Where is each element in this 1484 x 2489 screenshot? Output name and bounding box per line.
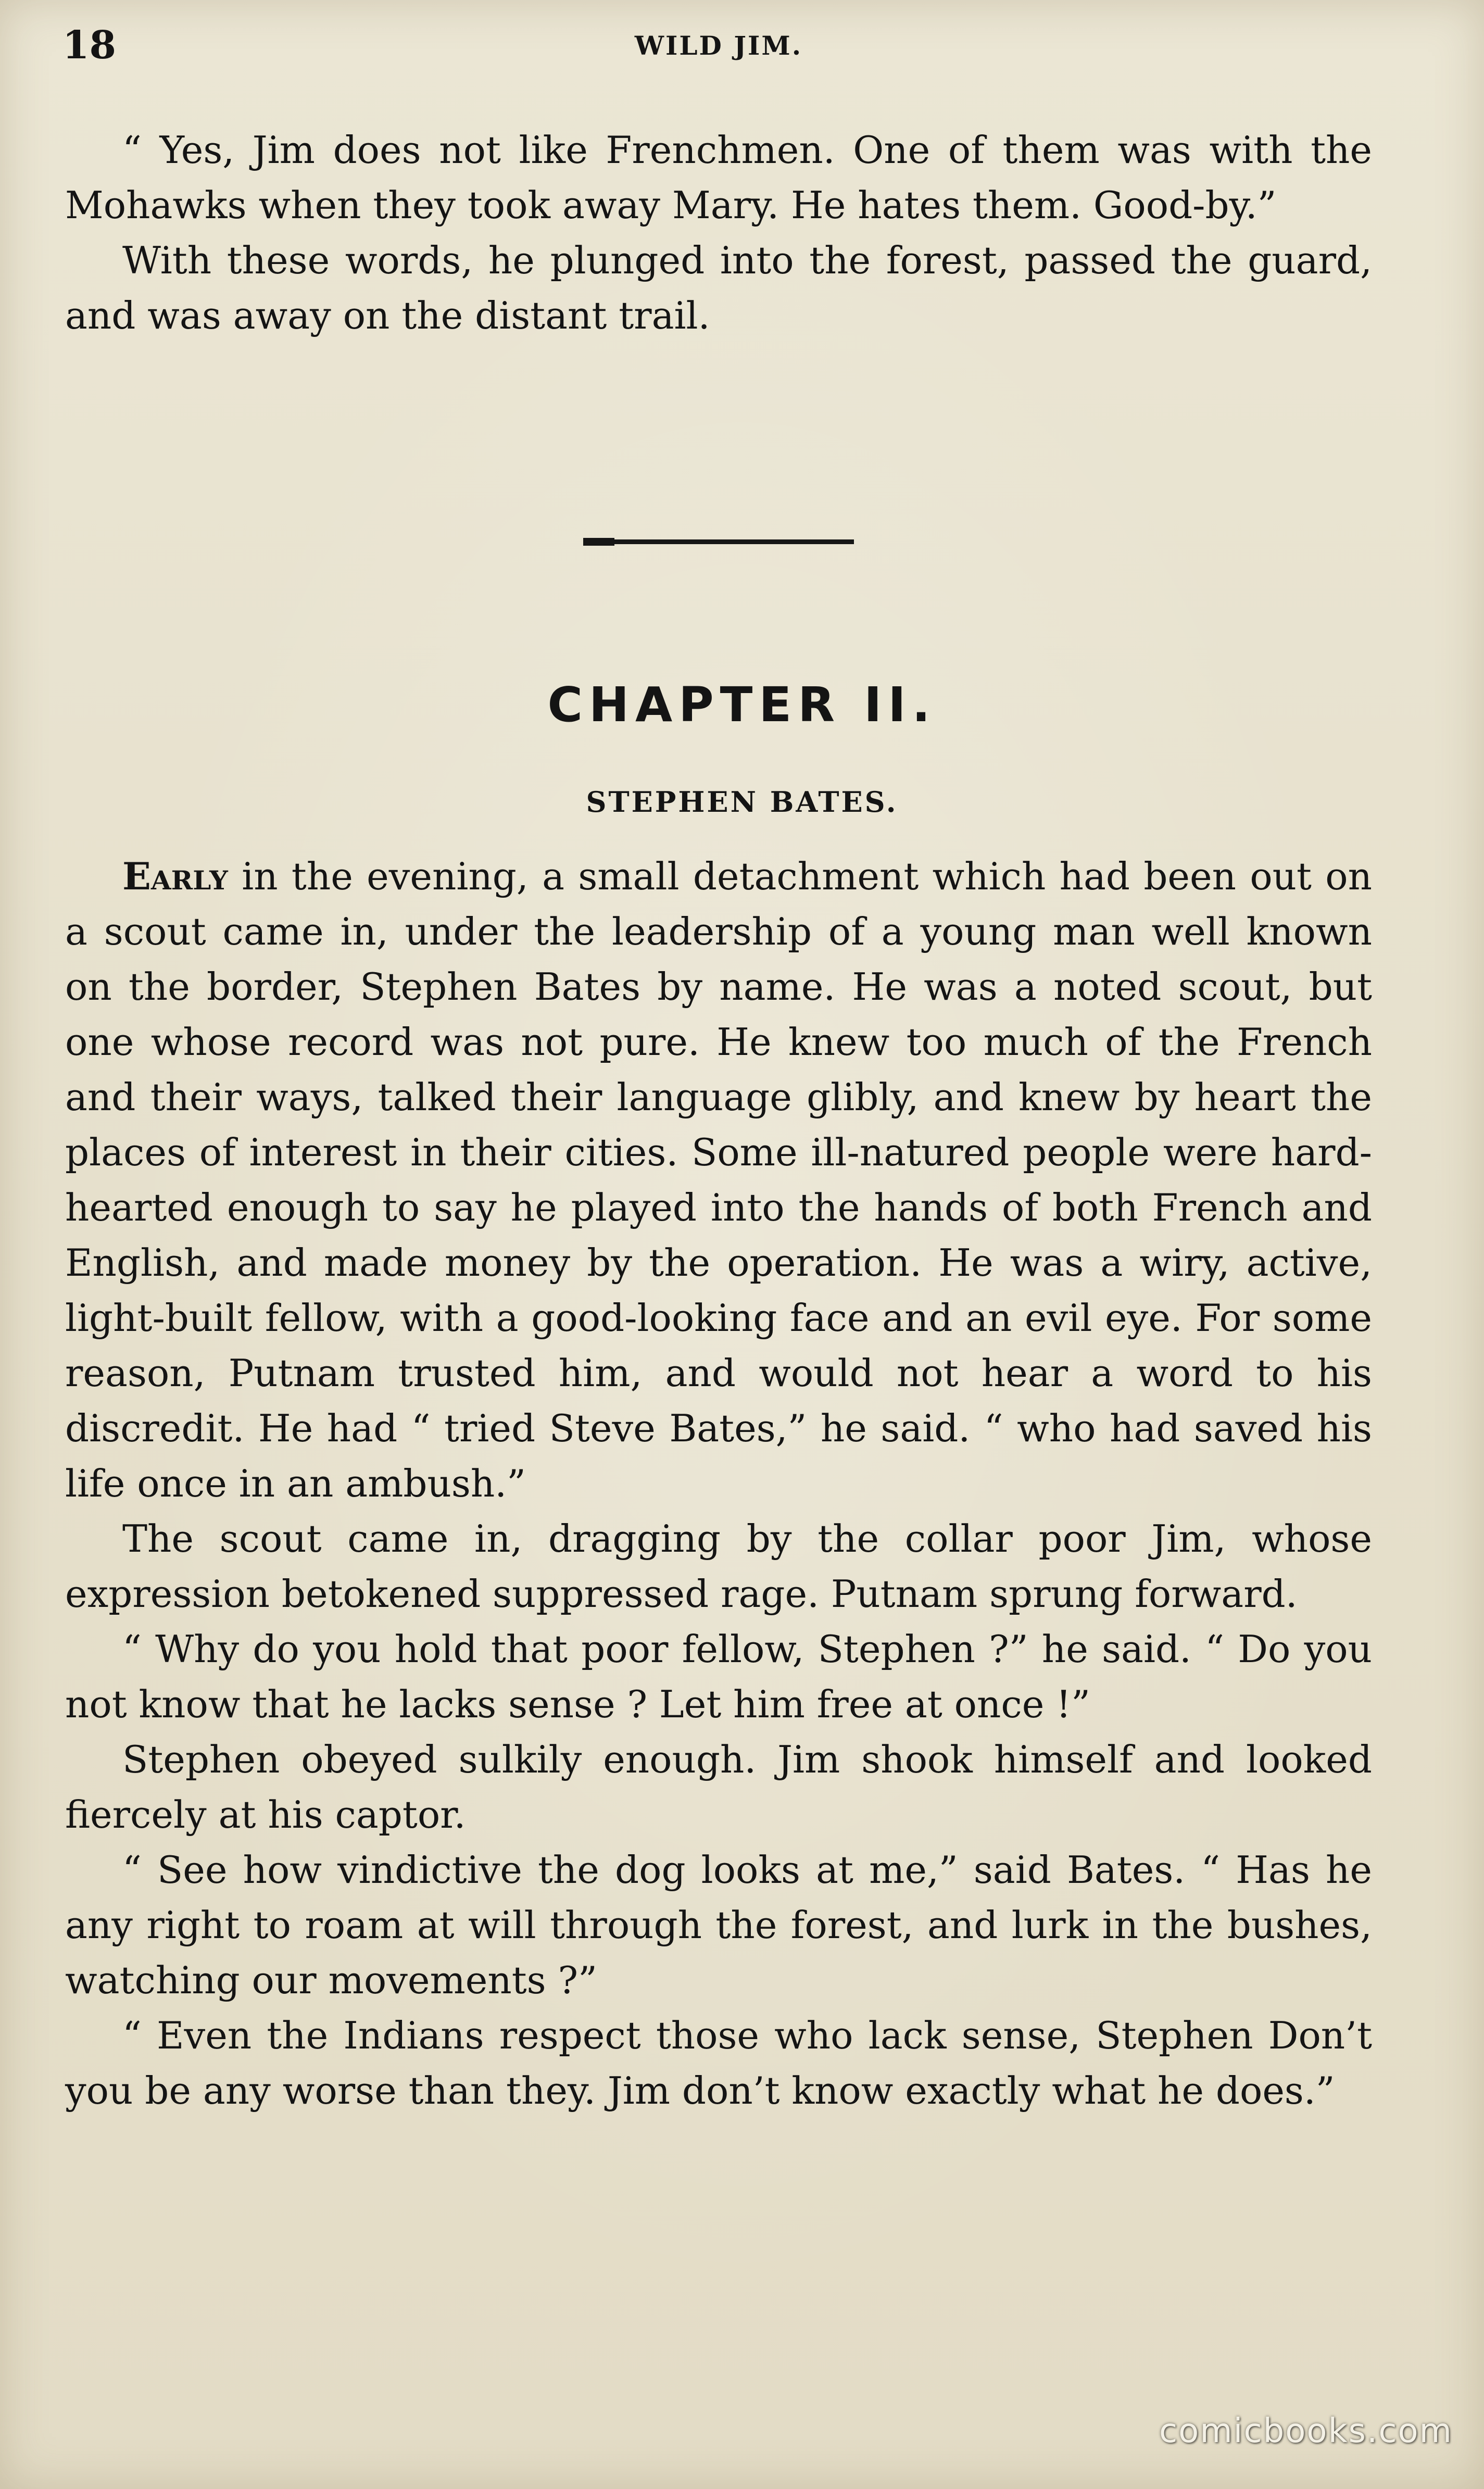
opening-word: Early xyxy=(122,854,228,898)
main-text-block xyxy=(65,849,1372,2118)
paragraph: The scout came in, dragging by the collar poor Jim, whose expression betokened suppressed rage. Putnam sprung forward. xyxy=(65,1517,1372,1616)
opening-paragraph xyxy=(65,849,1372,1511)
section-divider-rule xyxy=(583,539,854,544)
chapter-subtitle: STEPHEN BATES. xyxy=(586,785,898,819)
paragraph: “ Even the Indians respect those who lack sense, Stephen Don’t you be any worse than they. Jim don’t know exactly what he does.” xyxy=(65,2014,1372,2113)
page-number: 18 xyxy=(62,23,116,68)
paragraph: “ Yes, Jim does not like Frenchmen. One of them was with the Mohawks when they took away Mary. He hates them. Good-by.” xyxy=(65,128,1372,227)
top-text-block xyxy=(65,122,1372,343)
running-title: WILD JIM. xyxy=(634,30,803,61)
paragraph: “ Why do you hold that poor fellow, Stephen ?” he said. “ Do you not know that he lacks sense ? Let him free at once !” xyxy=(65,1627,1372,1726)
paragraph: Stephen obeyed sulkily enough. Jim shook himself and looked fiercely at his captor. xyxy=(65,1738,1372,1837)
opening-paragraph-text: in the evening, a small detachment which had been out on a scout came in, under the leadership of a young man well known on the border, Stephen Bates by name. He was a noted scout, but one whose record was not pure. He knew too much of the French and their ways, talked their language glibly, and knew by heart the places of interest in their cities. Some ill-natured people were hard-hearted enough to say he played into the hands of both French and English, and made money by the operation. He was a wiry, active, light-built fellow, with a good-looking face and an evil eye. For some reason, Putnam trusted him, and would not hear a word to his discredit. He had “ tried Steve Bates,” he said. “ who had saved his life once in an ambush.” xyxy=(65,854,1372,1505)
paragraph: With these words, he plunged into the forest, passed the guard, and was away on the distant trail. xyxy=(65,238,1372,337)
chapter-title: CHAPTER II. xyxy=(547,677,937,733)
paragraph: “ See how vindictive the dog looks at me,” said Bates. “ Has he any right to roam at will through the forest, and lurk in the bushes, watching our movements ?” xyxy=(65,1848,1372,2002)
page-header xyxy=(62,23,1375,75)
site-watermark: comicbooks.com xyxy=(1159,2412,1453,2450)
